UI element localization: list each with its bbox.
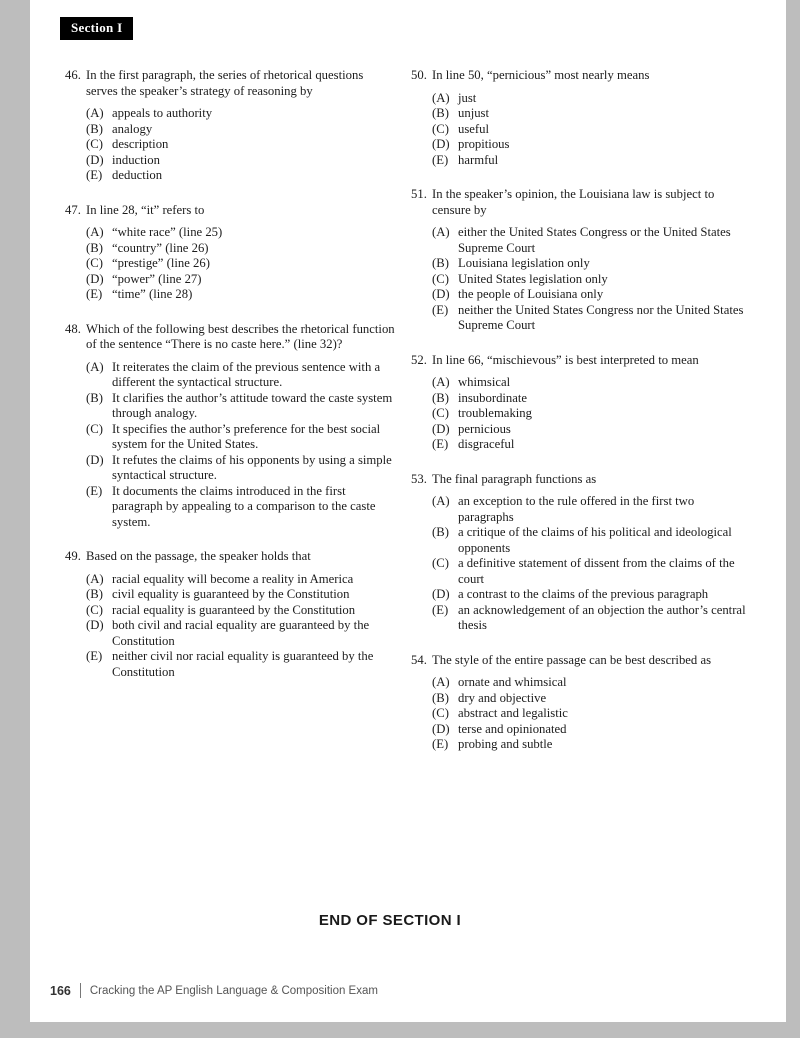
choice-list — [432, 375, 749, 453]
question-stem — [411, 472, 749, 488]
question-stem — [411, 653, 749, 669]
choice-letter: (D) — [432, 721, 450, 736]
choice-text: It clarifies the author’s attitude toward the caste system through analogy. — [112, 390, 393, 420]
choice-letter: (E) — [432, 437, 449, 451]
choice-letter: (E) — [86, 287, 103, 301]
choice-list — [432, 494, 749, 634]
answer-choice — [432, 272, 749, 288]
choice-letter: (D) — [86, 452, 104, 467]
choice-text: an acknowledgement of an objection the author’s central thesis — [458, 602, 746, 632]
answer-choice — [432, 525, 749, 556]
answer-choice — [86, 484, 395, 531]
answer-choice — [86, 256, 395, 272]
choice-letter: (B) — [86, 587, 103, 601]
choice-text: just — [458, 90, 477, 105]
answer-choice — [432, 91, 749, 107]
choice-list — [432, 675, 749, 753]
choice-letter: (D) — [432, 421, 450, 436]
choice-text: a critique of the claims of his political and ideological opponents — [458, 525, 732, 555]
answer-choice — [86, 272, 395, 288]
choice-letter: (A) — [432, 375, 450, 389]
choice-letter: (A) — [432, 494, 450, 508]
answer-choice — [86, 649, 395, 680]
question-block — [65, 322, 395, 531]
choice-text: an exception to the rule offered in the first two paragraphs — [458, 494, 695, 524]
question-stem — [411, 353, 749, 369]
answer-choice — [432, 706, 749, 722]
choice-text: insubordinate — [458, 390, 528, 405]
answer-choice — [86, 241, 395, 257]
choice-letter: (C) — [86, 421, 103, 436]
choice-letter: (A) — [432, 90, 450, 105]
answer-choice — [86, 587, 395, 603]
answer-choice — [432, 153, 749, 169]
answer-choice — [432, 556, 749, 587]
answer-choice — [432, 137, 749, 153]
question-number: 53. — [411, 471, 427, 486]
question-number: 49. — [65, 549, 81, 563]
question-stem — [65, 549, 395, 565]
choice-text: useful — [458, 121, 490, 136]
answer-choice — [86, 122, 395, 138]
question-stem — [411, 187, 749, 218]
section-header-badge: Section I — [60, 17, 133, 40]
choice-text: “white race” (line 25) — [112, 225, 223, 239]
choice-text: appeals to authority — [112, 106, 213, 120]
choice-text: a contrast to the claims of the previous paragraph — [458, 587, 709, 601]
choice-letter: (E) — [86, 649, 103, 663]
choice-letter: (D) — [432, 287, 450, 301]
question-block — [65, 203, 395, 303]
choice-letter: (A) — [86, 571, 104, 586]
right-column — [411, 68, 749, 772]
choice-text: probing and subtle — [458, 737, 553, 751]
book-title: Cracking the AP English Language & Composition Exam — [89, 984, 378, 997]
answer-choice — [432, 422, 749, 438]
answer-choice — [86, 287, 395, 303]
choice-text: racial equality will become a reality in America — [112, 571, 354, 586]
choice-letter: (C) — [432, 706, 449, 720]
choice-text: dry and objective — [458, 690, 547, 705]
footer-divider — [80, 983, 81, 998]
book-page — [30, 0, 786, 1022]
choice-text: “country” (line 26) — [112, 240, 209, 255]
choice-text: unjust — [458, 106, 490, 120]
choice-text: racial equality is guaranteed by the Constitution — [112, 602, 356, 617]
choice-letter: (D) — [432, 137, 450, 151]
choice-text: analogy — [112, 121, 153, 136]
choice-text: troublemaking — [458, 406, 532, 420]
question-stem-text: In line 28, “it” refers to — [86, 202, 205, 217]
choice-text: propitious — [458, 137, 510, 151]
end-of-section-text: END OF SECTION I — [318, 912, 462, 929]
answer-choice — [432, 494, 749, 525]
choice-text: “time” (line 28) — [112, 287, 193, 301]
answer-choice — [86, 153, 395, 169]
choice-letter: (C) — [432, 556, 449, 570]
question-number: 46. — [65, 68, 81, 82]
question-stem-text: In the first paragraph, the series of rhetorical questions serves the speaker’s strategy of reasoning by — [86, 68, 364, 98]
page-number: 166 — [50, 983, 71, 998]
choice-text: a definitive statement of dissent from the claims of the court — [458, 556, 735, 586]
choice-letter: (E) — [432, 737, 449, 751]
question-stem-text: In line 50, “pernicious” most nearly means — [432, 68, 650, 82]
choice-letter: (B) — [432, 256, 449, 270]
choice-text: description — [112, 137, 169, 151]
choice-text: Louisiana legislation only — [458, 256, 590, 270]
choice-letter: (E) — [432, 602, 449, 617]
choice-letter: (C) — [432, 406, 449, 420]
page-footer — [50, 983, 378, 998]
question-stem — [65, 68, 395, 99]
answer-choice — [432, 675, 749, 691]
question-block — [411, 653, 749, 753]
choice-letter: (B) — [86, 390, 103, 405]
choice-letter: (D) — [432, 587, 450, 601]
answer-choice — [432, 391, 749, 407]
choice-letter: (C) — [86, 137, 103, 151]
choice-letter: (B) — [432, 690, 449, 705]
choice-text: terse and opinionated — [458, 721, 567, 736]
answer-choice — [86, 603, 395, 619]
question-stem-text: In the speaker’s opinion, the Louisiana law is subject to censure by — [432, 187, 715, 217]
choice-letter: (B) — [86, 121, 103, 136]
answer-choice — [432, 603, 749, 634]
answer-choice — [86, 422, 395, 453]
answer-choice — [86, 168, 395, 184]
question-stem-text: The final paragraph functions as — [432, 471, 597, 486]
question-stem-text: Which of the following best describes the rhetorical function of the sentence “There is no caste here.” (line 32)? — [86, 321, 395, 351]
answer-choice — [86, 225, 395, 241]
choice-text: It refutes the claims of his opponents by using a simple syntactical structure. — [112, 452, 392, 482]
choice-list — [432, 91, 749, 169]
answer-choice — [432, 122, 749, 138]
question-block — [411, 187, 749, 334]
question-block — [411, 472, 749, 634]
question-block — [65, 68, 395, 184]
question-number: 54. — [411, 652, 427, 667]
question-block — [411, 353, 749, 453]
choice-letter: (C) — [86, 256, 103, 270]
choice-letter: (B) — [432, 390, 449, 405]
answer-choice — [86, 391, 395, 422]
choice-letter: (C) — [86, 602, 103, 617]
question-number: 48. — [65, 321, 81, 336]
choice-text: either the United States Congress or the United States Supreme Court — [458, 225, 731, 255]
answer-choice — [86, 572, 395, 588]
answer-choice — [86, 137, 395, 153]
left-column — [65, 68, 395, 772]
choice-letter: (E) — [86, 483, 103, 498]
choice-text: harmful — [458, 152, 499, 167]
choice-letter: (B) — [432, 106, 449, 120]
choice-text: civil equality is guaranteed by the Constitution — [112, 587, 350, 601]
choice-letter: (E) — [432, 302, 449, 317]
choice-text: deduction — [112, 168, 163, 182]
question-block — [411, 68, 749, 168]
choice-letter: (A) — [86, 225, 104, 239]
choice-letter: (D) — [86, 152, 104, 167]
choice-list — [86, 106, 395, 184]
answer-choice — [86, 360, 395, 391]
choice-text: induction — [112, 152, 160, 167]
answer-choice — [432, 437, 749, 453]
choice-text: whimsical — [458, 375, 511, 389]
choice-text: “prestige” (line 26) — [112, 256, 210, 270]
answer-choice — [86, 453, 395, 484]
choice-letter: (A) — [432, 675, 450, 689]
choice-text: neither civil nor racial equality is guaranteed by the Constitution — [112, 649, 374, 679]
choice-list — [86, 225, 395, 303]
question-number: 51. — [411, 187, 427, 201]
choice-letter: (E) — [86, 168, 103, 182]
answer-choice — [86, 618, 395, 649]
choice-letter: (C) — [432, 271, 449, 286]
choice-letter: (D) — [86, 618, 104, 632]
question-stem — [65, 322, 395, 353]
question-number: 47. — [65, 202, 81, 217]
answer-choice — [86, 106, 395, 122]
choice-letter: (D) — [86, 271, 104, 286]
answer-choice — [432, 287, 749, 303]
question-number: 50. — [411, 68, 427, 82]
answer-choice — [432, 375, 749, 391]
question-stem — [65, 203, 395, 219]
choice-text: It reiterates the claim of the previous sentence with a different the syntactical structure. — [112, 359, 381, 389]
question-stem-text: The style of the entire passage can be best described as — [432, 652, 712, 667]
answer-choice — [432, 106, 749, 122]
choice-letter: (A) — [86, 359, 104, 374]
question-stem-text: Based on the passage, the speaker holds that — [86, 549, 311, 563]
choice-text: disgraceful — [458, 437, 515, 451]
answer-choice — [432, 256, 749, 272]
answer-choice — [432, 722, 749, 738]
answer-choice — [432, 737, 749, 753]
choice-letter: (A) — [432, 225, 450, 239]
choice-text: “power” (line 27) — [112, 271, 202, 286]
answer-choice — [432, 587, 749, 603]
question-number: 52. — [411, 352, 427, 367]
question-columns — [30, 68, 786, 772]
choice-text: abstract and legalistic — [458, 706, 568, 720]
choice-text: pernicious — [458, 421, 511, 436]
question-stem-text: In line 66, “mischievous” is best interpreted to mean — [432, 352, 699, 367]
choice-list — [86, 360, 395, 531]
answer-choice — [432, 225, 749, 256]
choice-text: the people of Louisiana only — [458, 287, 604, 301]
choice-letter: (B) — [86, 240, 103, 255]
choice-text: United States legislation only — [458, 271, 608, 286]
answer-choice — [432, 691, 749, 707]
choice-text: both civil and racial equality are guaranteed by the Constitution — [112, 618, 370, 648]
choice-letter: (E) — [432, 152, 449, 167]
choice-letter: (A) — [86, 106, 104, 120]
question-stem — [411, 68, 749, 84]
choice-letter: (C) — [432, 121, 449, 136]
choice-text: It specifies the author’s preference for the best social system for the United States. — [112, 421, 381, 451]
choice-text: ornate and whimsical — [458, 675, 567, 689]
choice-letter: (B) — [432, 525, 449, 539]
choice-text: neither the United States Congress nor the United States Supreme Court — [458, 302, 744, 332]
answer-choice — [432, 303, 749, 334]
question-block — [65, 549, 395, 680]
choice-text: It documents the claims introduced in the first paragraph by appealing to a comparison to the caste system. — [112, 483, 376, 529]
answer-choice — [432, 406, 749, 422]
choice-list — [432, 225, 749, 334]
choice-list — [86, 572, 395, 681]
